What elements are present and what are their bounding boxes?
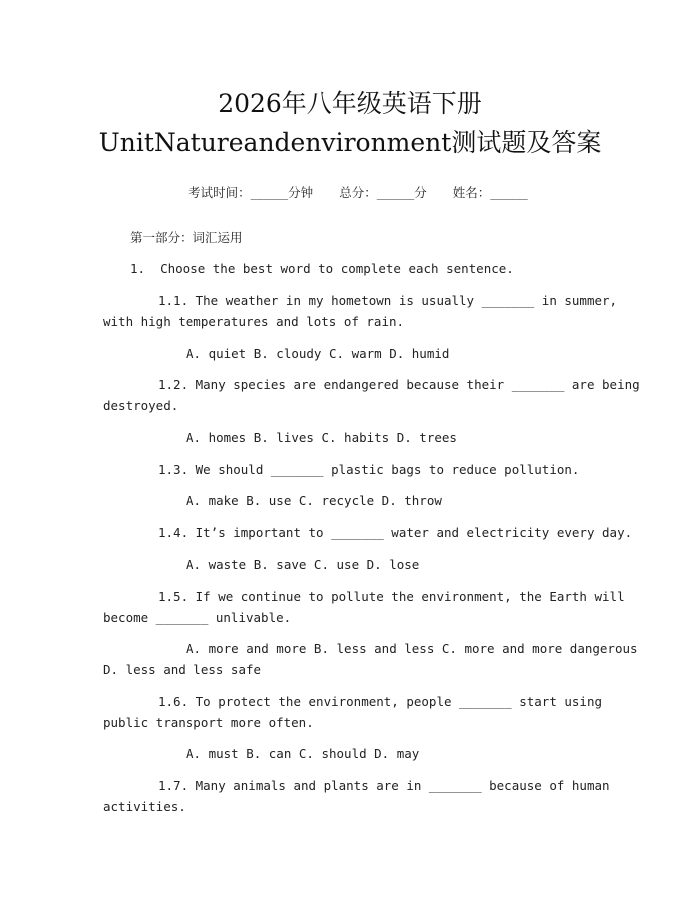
question-stem-continued: become _______ unlivable.	[103, 610, 292, 625]
section-instruction: 1. Choose the best word to complete each sentence.	[130, 261, 514, 276]
document-title-line-1: 2026年八年级英语下册	[218, 89, 482, 118]
question-options: A. make B. use C. recycle D. throw	[186, 493, 442, 508]
question-stem: 1.4. It’s important to _______ water and electricity every day.	[158, 525, 633, 540]
student-name: 姓名：______	[452, 185, 528, 200]
exam-score: 总分：______分	[339, 185, 427, 200]
question-options: A. more and more B. less and less C. more and more dangerous	[186, 641, 638, 656]
question-stem: 1.2. Many species are endangered because their _______ are being	[158, 377, 640, 392]
question-options: A. quiet B. cloudy C. warm D. humid	[186, 346, 450, 361]
question-stem: 1.7. Many animals and plants are in _______ because of human	[158, 778, 610, 793]
exam-info	[0, 168, 700, 216]
question-options-continued: D. less and less safe	[103, 662, 262, 677]
question-stem-continued: with high temperatures and lots of rain.	[103, 314, 405, 329]
question-stem-continued: public transport more often.	[103, 715, 314, 730]
question-options: A. waste B. save C. use D. lose	[186, 557, 420, 572]
question-stem-continued: activities.	[103, 799, 186, 814]
question-options: A. homes B. lives C. habits D. trees	[186, 430, 457, 445]
question-stem: 1.6. To protect the environment, people _______ start using	[158, 694, 603, 709]
question-options: A. must B. can C. should D. may	[186, 746, 420, 761]
exam-time: 考试时间：______分钟	[188, 185, 314, 200]
question-stem-continued: destroyed.	[103, 398, 179, 413]
question-stem: 1.1. The weather in my hometown is usually _______ in summer,	[158, 293, 618, 308]
question-stem: 1.5. If we continue to pollute the environment, the Earth will	[158, 589, 625, 604]
question-stem: 1.3. We should _______ plastic bags to reduce pollution.	[158, 462, 580, 477]
section-heading: 第一部分：词汇运用	[130, 230, 243, 245]
document-title-line-2: UnitNatureandenvironment测试题及答案	[98, 128, 602, 157]
